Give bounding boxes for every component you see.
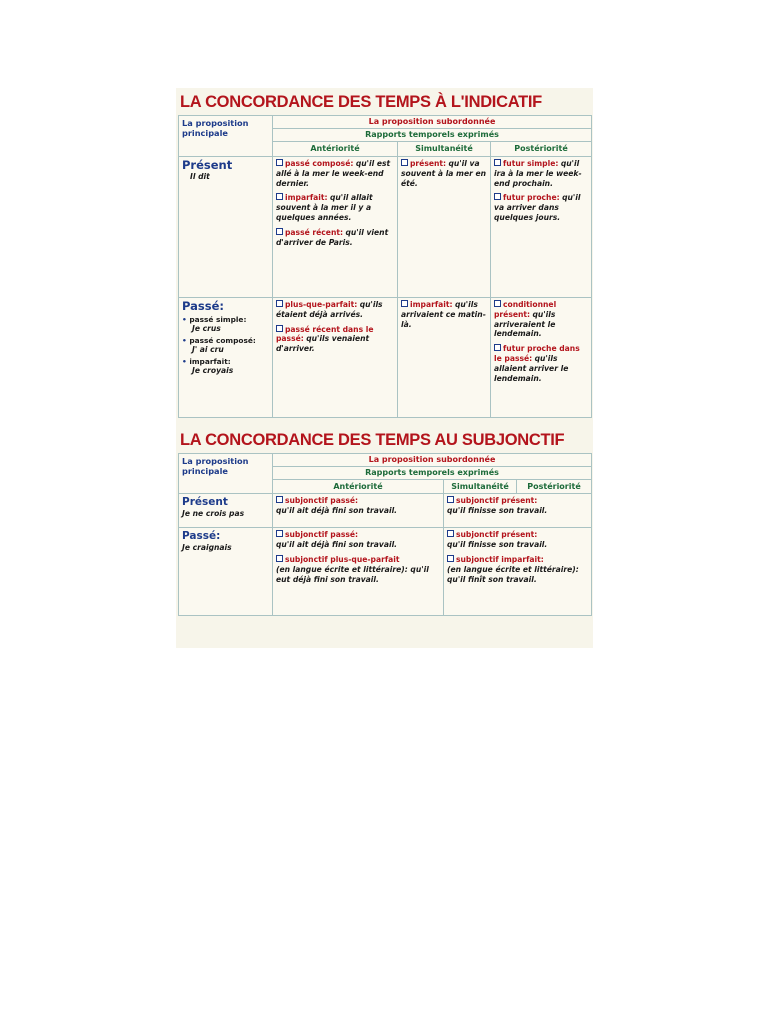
entry-text: qu'ils arriveraient le lendemain. — [494, 309, 556, 339]
checkbox-icon — [276, 530, 283, 537]
entry-label: passé composé: — [285, 158, 354, 168]
checkbox-icon — [401, 159, 408, 166]
entry-label: plus-que-parfait: — [285, 299, 358, 309]
checkbox-icon — [447, 555, 454, 562]
indicatif-corner-label: La proposition principale — [179, 116, 273, 157]
entry — [401, 300, 487, 330]
entry-label: conditionnel présent: — [494, 299, 557, 319]
entry — [276, 300, 394, 320]
indicatif-passe-posteriorite — [491, 297, 592, 417]
entry — [401, 159, 487, 189]
subjonctif-passe-cell — [179, 528, 273, 616]
checkbox-icon — [494, 193, 501, 200]
entry — [494, 300, 588, 340]
entry-label: subjonctif passé: — [285, 496, 359, 506]
checkbox-icon — [276, 159, 283, 166]
indicatif-present-cell — [179, 156, 273, 297]
subjonctif-col-posteriorite: Postériorité — [517, 479, 592, 494]
entry-label: passé récent dans le passé: — [276, 324, 374, 344]
list-item — [182, 315, 269, 334]
indicatif-passe-cell — [179, 297, 273, 417]
indicatif-passe-simultaneite — [398, 297, 491, 417]
bullet: • — [182, 335, 187, 345]
entry-text: qu'il va arriver dans quelques jours. — [494, 193, 581, 223]
entry-text: qu'il est allé à la mer le week-end dernier. — [276, 158, 391, 188]
entry-label: subjonctif présent: — [456, 496, 538, 506]
checkbox-icon — [276, 325, 283, 332]
entry — [494, 193, 588, 223]
subjonctif-rapports-header: Rapports temporels exprimés — [273, 466, 592, 479]
bullet: • — [182, 356, 187, 366]
entry-label: subjonctif plus-que-parfait — [285, 555, 400, 565]
entry-text: qu'il finisse son travail. — [447, 506, 548, 516]
indicatif-present-simultaneite — [398, 156, 491, 297]
tense-name: passé composé: — [189, 335, 256, 345]
subjonctif-title: LA CONCORDANCE DES TEMPS AU SUBJONCTIF — [180, 430, 565, 449]
checkbox-icon — [447, 530, 454, 537]
indicatif-present-example: Il dit — [190, 171, 210, 181]
entry — [276, 325, 394, 355]
indicatif-subordinate-header: La proposition subordonnée — [273, 116, 592, 129]
entry-label: subjonctif présent: — [456, 530, 538, 540]
entry-text: qu'il vient d'arriver de Paris. — [276, 228, 389, 248]
tense-example: J' ai cru — [192, 345, 224, 355]
entry — [276, 228, 394, 248]
checkbox-icon — [447, 496, 454, 503]
entry — [447, 530, 588, 550]
indicatif-present-anteriorite — [273, 156, 398, 297]
concordance-poster — [176, 88, 593, 648]
indicatif-col-anteriorite: Antériorité — [273, 141, 398, 156]
entry — [447, 496, 588, 516]
entry-text: qu'il va souvent à la mer en été. — [401, 158, 487, 188]
checkbox-icon — [276, 228, 283, 235]
subjonctif-present-example: Je ne crois pas — [182, 509, 245, 519]
subjonctif-present-anteriorite — [273, 494, 444, 528]
checkbox-icon — [276, 496, 283, 503]
tense-example: Je crus — [192, 324, 221, 334]
tense-name: imparfait: — [189, 356, 231, 366]
indicatif-present-label: Présent — [182, 157, 233, 172]
indicatif-table — [178, 115, 592, 418]
subjonctif-table — [178, 453, 592, 617]
subjonctif-passe-example: Je craignais — [182, 543, 232, 553]
subjonctif-present-simul-post — [444, 494, 592, 528]
entry-text: qu'il ait déjà fini son travail. — [276, 506, 398, 516]
entry — [276, 530, 440, 550]
checkbox-icon — [401, 300, 408, 307]
entry-text: qu'ils venaient d'arriver. — [276, 334, 370, 354]
entry-text: (en langue écrite et littéraire): qu'il finît son travail. — [447, 565, 579, 585]
tense-name: passé simple: — [189, 314, 247, 324]
entry-text: (en langue écrite et littéraire): qu'il eut déjà fini son travail. — [276, 565, 429, 585]
list-item — [182, 357, 269, 376]
entry-text: qu'ils étaient déjà arrivés. — [276, 299, 383, 319]
entry — [447, 555, 588, 585]
entry — [494, 159, 588, 189]
list-item — [182, 336, 269, 355]
entry-label: présent: — [410, 158, 447, 168]
entry-label: subjonctif passé: — [285, 530, 359, 540]
indicatif-title: LA CONCORDANCE DES TEMPS À L'INDICATIF — [180, 93, 542, 111]
indicatif-passe-anteriorite — [273, 297, 398, 417]
checkbox-icon — [276, 193, 283, 200]
checkbox-icon — [276, 555, 283, 562]
entry — [276, 496, 440, 516]
subjonctif-corner-label: La proposition principale — [179, 453, 273, 494]
entry-label: futur proche dans le passé: — [494, 344, 580, 364]
entry-text: qu'il ait déjà fini son travail. — [276, 540, 398, 550]
indicatif-col-simultaneite: Simultanéité — [398, 141, 491, 156]
subjonctif-col-anteriorite: Antériorité — [273, 479, 444, 494]
indicatif-passe-label: Passé: — [182, 298, 224, 313]
entry — [276, 555, 440, 585]
entry-text: qu'ils arrivaient ce matin-là. — [401, 299, 486, 329]
entry-text: qu'il ira à la mer le week-end prochain. — [494, 158, 582, 188]
subjonctif-present-cell — [179, 494, 273, 528]
checkbox-icon — [494, 300, 501, 307]
subjonctif-col-simultaneite: Simultanéité — [444, 479, 517, 494]
subjonctif-passe-simul-post — [444, 528, 592, 616]
entry-text: qu'ils allaient arriver le lendemain. — [494, 354, 569, 384]
bullet: • — [182, 314, 187, 324]
indicatif-passe-list — [182, 315, 269, 376]
subjonctif-passe-label: Passé: — [182, 530, 221, 543]
entry-label: imparfait: — [285, 193, 328, 203]
subjonctif-passe-anteriorite — [273, 528, 444, 616]
entry-text: qu'il allait souvent à la mer il y a quelques années. — [276, 193, 373, 223]
tense-example: Je croyais — [192, 366, 234, 376]
entry-label: subjonctif imparfait: — [456, 555, 544, 565]
checkbox-icon — [276, 300, 283, 307]
checkbox-icon — [494, 159, 501, 166]
entry — [494, 344, 588, 384]
entry-label: futur proche: — [503, 193, 560, 203]
indicatif-col-posteriorite: Postériorité — [491, 141, 592, 156]
entry-label: futur simple: — [503, 158, 559, 168]
subjonctif-subordinate-header: La proposition subordonnée — [273, 453, 592, 466]
checkbox-icon — [494, 344, 501, 351]
indicatif-present-posteriorite — [491, 156, 592, 297]
entry-label: imparfait: — [410, 299, 453, 309]
entry — [276, 159, 394, 189]
indicatif-rapports-header: Rapports temporels exprimés — [273, 128, 592, 141]
entry-label: passé récent: — [285, 228, 344, 238]
entry-text: qu'il finisse son travail. — [447, 540, 548, 550]
subjonctif-present-label: Présent — [182, 496, 228, 509]
entry — [276, 193, 394, 223]
